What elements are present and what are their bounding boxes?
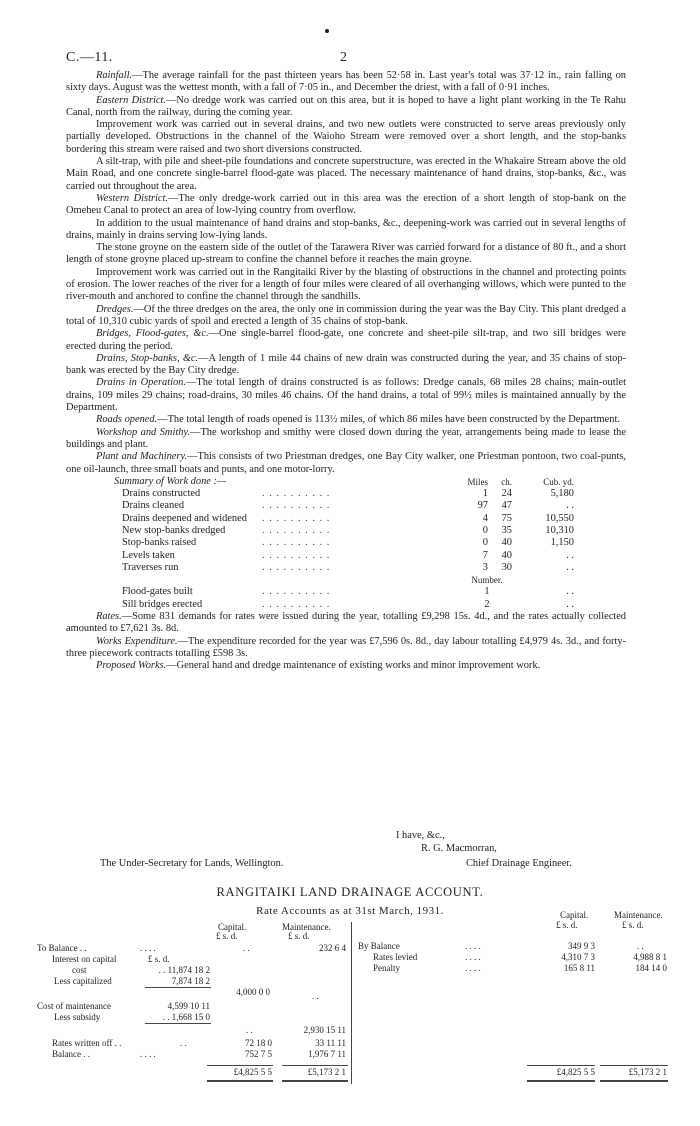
rule-left-total-capital-top: [207, 1065, 273, 1066]
summary-of-work: [66, 476, 626, 611]
summary-label: New stop-banks dredged: [122, 524, 226, 536]
summary-miles: 97: [477, 500, 488, 512]
rule-right-total-capital-bottom: [527, 1080, 595, 1082]
account-subtitle: Rate Accounts as at 31st March, 1931.: [256, 905, 444, 917]
right-total-maintenance: £5,173 2 1: [628, 1067, 667, 1077]
balance-maintenance: 1,976 7 11: [308, 1049, 346, 1059]
paragraph: [66, 242, 626, 267]
paragraph-text: —General hand and dredge maintenance of existing works and minor improvement work.: [166, 660, 541, 672]
summary-row: [122, 525, 574, 537]
cost-amount: . . 11,874 18 2: [158, 965, 210, 975]
report-body: [66, 70, 626, 673]
paragraph: [66, 414, 626, 426]
summary-row: [122, 488, 574, 500]
paragraph-text: —This consists of two Priestman dredges, one Bay City walker, one Priestman pontoon, two coal-punts, one oil-launch, three small boats and punts, and one motor-lorry.: [66, 451, 627, 475]
paragraph-text: —The average rainfall for the past thirteen years has been 52·58 in. Last year's total was 37·12 in., rain falling on sixty days. August was the wettest month, with a fall of 7·05 in., and December the driest, with a fall of 0·91 inches.: [66, 70, 626, 94]
paragraph: [66, 267, 626, 304]
summary-miles: 4: [482, 512, 488, 524]
summary-label: Sill bridges erected: [122, 598, 203, 610]
paragraph-text: —The expenditure recorded for the year was £7,596 0s. 8d., day labour totalling £4,979 4s. 3d., and forty-three piecework contracts totalling £598 3s.: [66, 635, 626, 659]
right-total-capital: £4,825 5 5: [556, 1067, 595, 1077]
paragraph-text: —The workshop and smithy were closed down during the year, arrangements being made to lease the buildings and plant.: [66, 426, 626, 450]
leader-dots: . . . . . . . . . .: [262, 500, 331, 512]
summary-number: 1: [484, 586, 490, 598]
signatory-title: Chief Drainage Engineer.: [466, 858, 572, 869]
summary-number-row: [122, 599, 574, 611]
paragraph-heading: Drains in Operation.: [96, 377, 186, 389]
leader-dots: . . . . . . . . . .: [262, 524, 331, 536]
summary-miles: 0: [482, 524, 488, 536]
summary-cubic-yards: 10,310: [545, 524, 574, 536]
summary-cubic-yards: . .: [566, 561, 574, 573]
to-balance-dots: . . . .: [140, 943, 156, 953]
balance-label: Balance . .: [52, 1049, 90, 1059]
summary-cubic-yards: . .: [566, 549, 574, 561]
to-balance-label: To Balance . .: [37, 943, 87, 953]
paragraph-text: The stone groyne on the eastern side of the outlet of the Tarawera River was carried forward for a distance of 80 ft., and a short length of stone groyne placed up-stream to confine the channel before it reaches the main groyne.: [66, 242, 626, 266]
leader-dots: . . . . . . . . . .: [262, 561, 331, 573]
left-maint-lsd: £ s. d.: [288, 931, 310, 941]
rule-left-total-maint-top: [282, 1065, 348, 1066]
summary-row: [122, 537, 574, 549]
paragraph-heading: Rainfall.: [96, 70, 133, 81]
summary-cubic-yards: 5,180: [550, 488, 574, 500]
paragraph: [66, 218, 626, 243]
net-maintenance-capital: . .: [246, 1025, 253, 1035]
balance-capital: 752 7 5: [245, 1049, 272, 1059]
summary-table: [114, 475, 574, 611]
rates-levied-label: Rates levied: [373, 952, 418, 962]
penalty-maintenance: 184 14 0: [635, 963, 667, 973]
summary-chains: 47: [501, 500, 512, 512]
paragraph: [66, 193, 626, 218]
leader-dots: . . . . . . . . . .: [262, 586, 331, 598]
right-maint-lsd: £ s. d.: [622, 920, 644, 930]
account-divider: [351, 922, 352, 1084]
summary-chains: 24: [501, 488, 512, 500]
paragraph-text: —The total length of roads opened is 113½ miles, of which 86 miles have been constructed by the Department.: [157, 414, 620, 426]
less-capitalized-amount: 7,874 18 2: [171, 976, 210, 986]
net-interest: 4,000 0 0: [236, 987, 270, 997]
summary-miles: 7: [482, 549, 488, 561]
summary-label: Drains cleaned: [122, 500, 185, 512]
paragraph-text: Improvement work was carried out in the Rangitaiki River by the blasting of obstructions in the channel and protecting points of erosion. The lower reaches of the river for a length of four miles were cleared of all overhanging willows, which were punted to the river-mouth and anchored to confine the channel through the sandhills.: [66, 266, 626, 303]
paragraph: [66, 328, 626, 353]
paragraph-heading: Workshop and Smithy.: [96, 426, 191, 438]
cost-maintenance-label: Cost of maintenance: [37, 1001, 111, 1011]
col-number: Number.: [471, 575, 503, 586]
rule-left-total-capital-bottom: [207, 1080, 273, 1082]
penalty-dots: . . . .: [465, 963, 481, 973]
summary-label: Drains constructed: [122, 488, 201, 500]
summary-cubic-yards: 10,550: [545, 512, 574, 524]
summary-cubic-yards: . .: [566, 598, 574, 610]
paragraphs-before-summary: [66, 70, 626, 476]
summary-label: Stop-banks raised: [122, 537, 197, 549]
leader-dots: . . . . . . . . . .: [262, 549, 331, 561]
summary-cubic-yards: . .: [566, 586, 574, 598]
paragraph: [66, 353, 626, 378]
leader-dots: . . . . . . . . . .: [262, 537, 331, 549]
summary-row: [122, 550, 574, 562]
summary-label: Drains deepened and widened: [122, 512, 247, 524]
paragraph-heading: Works Expenditure.: [96, 635, 178, 647]
paragraph: [66, 304, 626, 329]
rates-written-off-label: Rates written off . .: [52, 1038, 122, 1048]
by-balance-maintenance: . .: [637, 941, 644, 951]
paragraph: [66, 427, 626, 452]
left-total-capital: £4,825 5 5: [233, 1067, 272, 1077]
summary-label: Traverses run: [122, 561, 179, 573]
left-capital-lsd: £ s. d.: [216, 931, 238, 941]
by-balance-dots: . . . .: [465, 941, 481, 951]
paragraph: [66, 660, 626, 672]
page-number: 2: [340, 50, 347, 65]
rule-right-total-capital-top: [527, 1065, 595, 1066]
leader-dots: . . . . . . . . . .: [262, 512, 331, 524]
paragraph-text: A silt-trap, with pile and sheet-pile foundations and concrete superstructure, was erected in the Whakaire Stream above the old Main Road, and one concrete single-barrel flood-gate was placed. The necessary maintenance of hand drains, stop-banks, &c., was carried out throughout the area.: [66, 156, 626, 192]
signature-name: R. G. Macmorran,: [421, 843, 497, 854]
interest-lsd: £ s. d.: [148, 954, 170, 964]
paragraph-heading: Plant and Machinery.: [96, 451, 188, 463]
paragraph-text: —The total length of drains constructed is as follows: Dredge canals, 68 miles 28 chains; main-outlet drains, 109 miles 29 chains; road-drains, 30 miles 46 chains. Of the hand drains, a total of 99½ miles is maintained annually by the Department.: [66, 377, 626, 414]
rule-interest: [145, 987, 211, 988]
cost-maintenance-amount: 4,599 10 11: [167, 1001, 210, 1011]
right-capital-lsd: £ s. d.: [556, 920, 578, 930]
net-interest-maintenance: . .: [312, 991, 319, 1001]
paragraph: [66, 119, 626, 156]
net-maintenance: 2,930 15 11: [303, 1025, 346, 1035]
left-maint-head: Maintenance.: [282, 922, 331, 932]
summary-number: 2: [484, 598, 490, 610]
paragraph: [66, 611, 626, 636]
paragraph-text: —Some 831 demands for rates were issued during the year, totalling £9,298 15s. 4d., and the rates actually collected amounted to £7,621 3s. 8d.: [66, 611, 626, 635]
paragraph-text: In addition to the usual maintenance of hand drains and stop-banks, &c., deepening-work was carried out in several lengths of drains, mainly in drains serving low-lying lands.: [66, 217, 626, 241]
paragraph: [66, 95, 626, 120]
right-capital-head: Capital.: [560, 910, 589, 920]
paragraph-text: —A length of 1 mile 44 chains of new drain was constructed during the year, and 35 chains of stop-bank was erected by the Bay City dredge.: [66, 352, 627, 377]
summary-miles: 0: [482, 537, 488, 549]
penalty-label: Penalty: [373, 963, 400, 973]
rates-written-off-capital: 72 18 0: [245, 1038, 272, 1048]
paragraph-text: —Of the three dredges on the area, the only one in commission during the year was the Bay City. This plant dredged a total of 10,310 cubic yards of spoil and erected a length of 35 chains of stop-bank.: [66, 303, 626, 327]
penalty-capital: 165 8 11: [563, 963, 595, 973]
rule-left-total-maint-bottom: [282, 1080, 348, 1082]
rates-levied-maintenance: 4,988 8 1: [633, 952, 667, 962]
less-subsidy-amount: . . 1,668 15 0: [162, 1012, 210, 1022]
summary-chains: 40: [501, 537, 512, 549]
paragraph: [66, 70, 626, 95]
addressee: The Under-Secretary for Lands, Wellington.: [100, 858, 284, 869]
rule-maintenance: [145, 1023, 211, 1024]
paragraph-heading: Roads opened.: [96, 414, 158, 426]
summary-chains: 40: [501, 549, 512, 561]
paragraph-heading: Western District.: [96, 192, 169, 204]
right-maint-head: Maintenance.: [614, 910, 663, 920]
summary-miles: 3: [482, 561, 488, 573]
summary-miles: 1: [482, 488, 488, 500]
left-total-maintenance: £5,173 2 1: [307, 1067, 346, 1077]
paragraph-text: —The only dredge-work carried out in this area was the erection of a short length of stop-bank on the Omeheu Canal to protect an area of low-lying country from overflow.: [66, 192, 626, 217]
paragraph-text: Improvement work was carried out in several drains, and two new outlets were constructed to serve areas previously only partially developed. Obstructions in the channel of the Waioho Stream were removed over a short length, and the stop-banks bordering this stream were raised and two short diversions constructed.: [66, 119, 626, 155]
interest-label: Interest on capital: [52, 954, 117, 964]
paragraph-text: —One single-barrel flood-gate, one concrete and sheet-pile silt-trap, and two sill bridges were erected during the period.: [66, 328, 626, 352]
paragraph-heading: Rates.: [96, 611, 122, 623]
left-capital-head: Capital.: [218, 922, 247, 932]
col-miles: Miles: [467, 476, 488, 487]
summary-cubic-yards: 1,150: [550, 537, 574, 549]
paragraph: [66, 156, 626, 193]
summary-cubic-yards: . .: [566, 500, 574, 512]
leader-dots: . . . . . . . . . .: [262, 488, 331, 500]
paragraph: [66, 451, 626, 476]
col-chains: ch.: [501, 476, 512, 487]
paragraph-heading: Proposed Works.: [96, 660, 167, 672]
cost-label: cost: [72, 965, 87, 975]
paragraph: [66, 377, 626, 414]
less-subsidy-label: Less subsidy: [54, 1012, 101, 1022]
balance-dots: . . . .: [140, 1049, 156, 1059]
by-balance-capital: 349 9 3: [568, 941, 595, 951]
summary-row: [122, 562, 574, 574]
rates-written-off-maintenance: 33 11 11: [315, 1038, 346, 1048]
paragraph-text: —No dredge work was carried out on this area, but it is hoped to have a light plant working in the Te Rahu Canal, north from the railway, during the coming year.: [66, 94, 626, 118]
leader-dots: . . . . . . . . . .: [262, 598, 331, 610]
summary-number-row: [122, 586, 574, 598]
closing-phrase: I have, &c.,: [396, 830, 445, 841]
summary-label: Flood-gates built: [122, 586, 193, 598]
account-title: RANGITAIKI LAND DRAINAGE ACCOUNT.: [216, 885, 484, 899]
summary-chains: 35: [501, 524, 512, 536]
top-dot: [325, 29, 329, 33]
summary-title: Summary of Work done :—: [114, 475, 227, 487]
rule-right-total-maint-bottom: [600, 1080, 668, 1082]
rates-levied-capital: 4,310 7 3: [561, 952, 595, 962]
document-reference: C.—11.: [66, 50, 113, 65]
to-balance-capital: . .: [243, 943, 250, 953]
paragraph-heading: Bridges, Flood-gates, &c.: [96, 328, 209, 340]
paragraph-heading: Eastern District.: [96, 94, 166, 106]
summary-chains: 30: [501, 561, 512, 573]
summary-row: [122, 500, 574, 512]
paragraphs-after-summary: [66, 611, 626, 672]
by-balance-label: By Balance: [358, 941, 400, 951]
summary-label: Levels taken: [122, 549, 175, 561]
rule-right-total-maint-top: [600, 1065, 668, 1066]
paragraph-heading: Dredges.: [96, 303, 134, 315]
paragraph-heading: Drains, Stop-banks, &c.: [96, 352, 199, 364]
to-balance-maintenance: 232 6 4: [319, 943, 346, 953]
paragraph: [66, 636, 626, 661]
col-cubic-yards: Cub. yd.: [543, 476, 574, 487]
summary-row: [122, 513, 574, 525]
rates-levied-dots: . . . .: [465, 952, 481, 962]
summary-chains: 75: [501, 512, 512, 524]
less-capitalized-label: Less capitalized: [54, 976, 112, 986]
rates-written-off-dots: . .: [180, 1038, 187, 1048]
